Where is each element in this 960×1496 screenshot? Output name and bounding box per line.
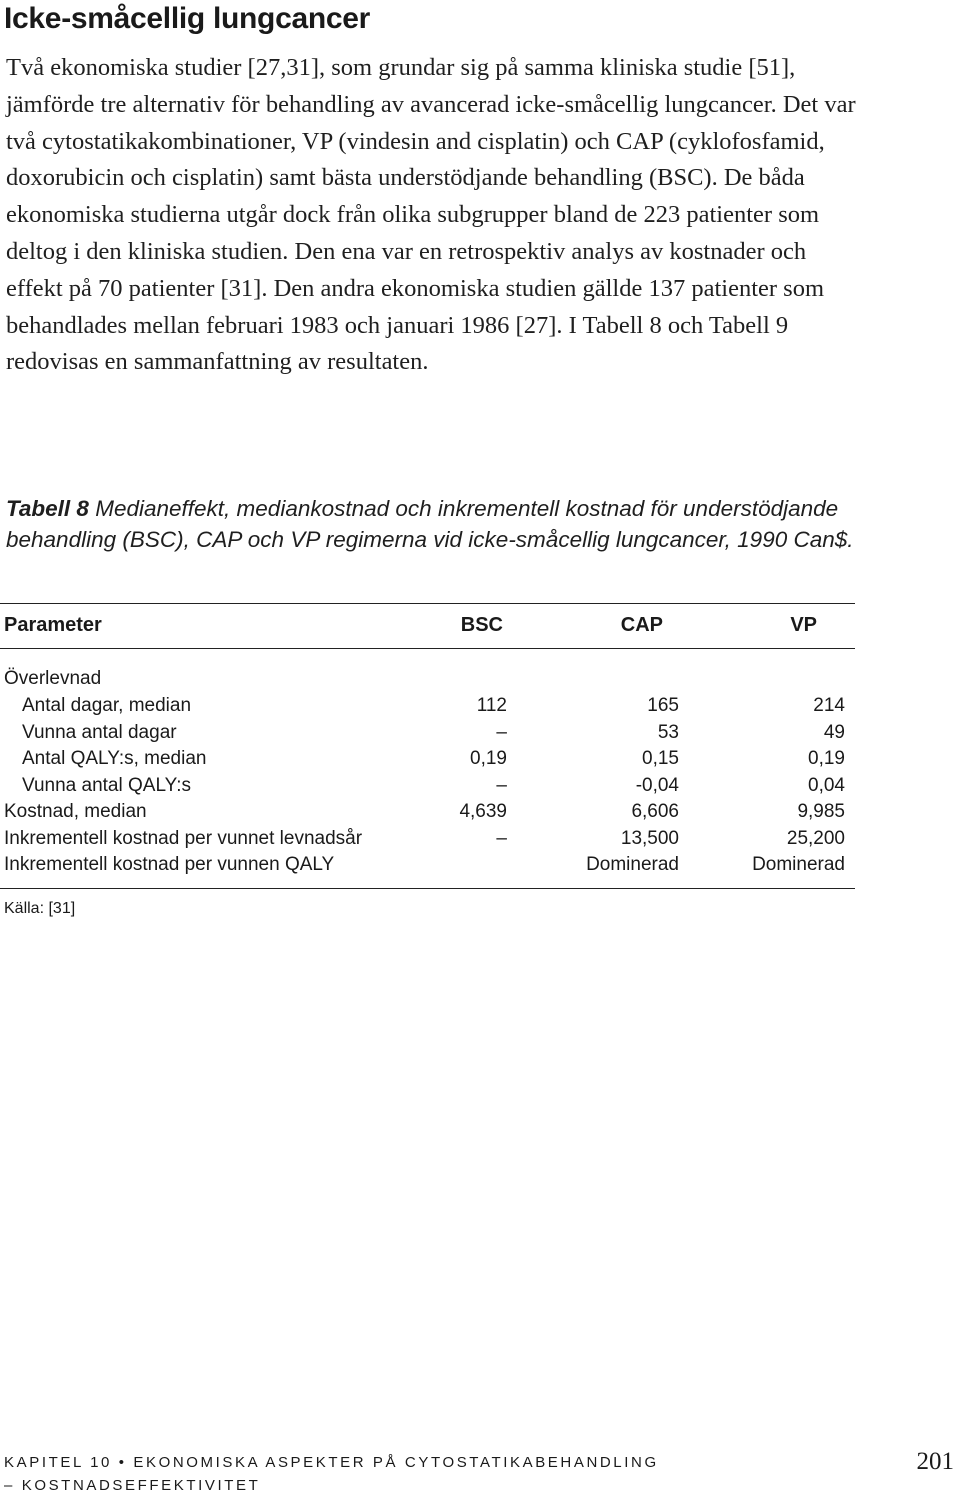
table-top-rule — [0, 603, 855, 604]
row-label: Kostnad, median — [4, 801, 147, 822]
row-label: Inkrementell kostnad per vunnet levnadsår — [4, 828, 363, 849]
table-row — [0, 826, 855, 852]
table-caption-label: Tabell 8 — [6, 496, 89, 521]
table-caption-text: Medianeffekt, mediankostnad och inkrementell kostnad för understödjande behandling (BSC), CAP och VP regimerna vid icke-småcellig lungcancer, 1990 Can$. — [6, 496, 854, 552]
cell-vp: 9,985 — [797, 801, 845, 822]
cell-bsc: 4,639 — [459, 801, 507, 822]
group-label: Överlevnad — [4, 668, 102, 689]
row-label: Antal dagar, median — [22, 695, 192, 716]
table-row — [0, 799, 855, 825]
table-row — [0, 693, 855, 719]
cell-cap: 0,15 — [642, 748, 679, 769]
cell-cap: 53 — [657, 722, 679, 743]
cell-bsc: 0,19 — [470, 748, 507, 769]
row-label: Inkrementell kostnad per vunnen QALY — [4, 854, 335, 875]
header-vp: VP — [790, 614, 817, 636]
cell-vp: 0,04 — [808, 775, 845, 796]
cell-vp: 214 — [813, 695, 845, 716]
header-bsc: BSC — [460, 614, 503, 636]
table-bottom-rule — [0, 888, 855, 889]
footer-chapter: KAPITEL 10 • EKONOMISKA ASPEKTER PÅ CYTOSTATIKABEHANDLING — [4, 1454, 659, 1471]
cell-bsc: – — [496, 722, 507, 743]
row-label: Vunna antal QALY:s — [22, 775, 192, 796]
section-heading: Icke-småcellig lungcancer — [4, 2, 371, 35]
cell-vp: 0,19 — [808, 748, 845, 769]
cell-bsc: – — [496, 775, 507, 796]
table-group-row — [0, 666, 855, 692]
row-label: Vunna antal dagar — [22, 722, 177, 743]
table-row — [0, 852, 855, 878]
table-row — [0, 746, 855, 772]
row-label: Antal QALY:s, median — [22, 748, 207, 769]
table-row — [0, 720, 855, 746]
cell-cap: 165 — [647, 695, 679, 716]
body-paragraph: Två ekonomiska studier [27,31], som grundar sig på samma kliniska studie [51], jämförde tre alternativ för behandling av avancerad icke-småcellig lungcancer. Det var två cytostatikakombinationer, VP (vindesin and cisplatin) och CAP (cyklofosfamid, doxorubicin och cisplatin) samt bästa understödjande behandling (BSC). De båda ekonomiska studierna utgår dock från olika subgrupper bland de 223 patienter som deltog i den kliniska studien. Den ena var en retrospektiv analys av kostnader och effekt på 70 patienter [31]. Den andra ekonomiska studien gällde 137 patienter som behandlades mellan februari 1983 och januari 1986 [27]. I Tabell 8 och Tabell 9 redovisas en sammanfattning av resultaten. — [6, 54, 856, 376]
footer-section: – KOSTNADSEFFEKTIVITET — [4, 1477, 261, 1494]
table-row — [0, 773, 855, 799]
page-number: 201 — [916, 1448, 954, 1475]
table-caption — [6, 493, 854, 555]
cell-cap: Dominerad — [586, 854, 679, 875]
cell-vp: 49 — [823, 722, 845, 743]
cell-vp: 25,200 — [786, 828, 845, 849]
header-cap: CAP — [620, 614, 663, 636]
cell-cap: -0,04 — [635, 775, 679, 796]
table-header-row — [0, 612, 855, 638]
header-parameter: Parameter — [4, 614, 102, 636]
cell-cap: 13,500 — [620, 828, 679, 849]
cell-bsc: – — [496, 828, 507, 849]
table-header-rule — [0, 648, 855, 649]
table-source: Källa: [31] — [4, 900, 76, 917]
cell-vp: Dominerad — [752, 854, 845, 875]
cell-cap: 6,606 — [631, 801, 679, 822]
cell-bsc: 112 — [476, 695, 507, 716]
